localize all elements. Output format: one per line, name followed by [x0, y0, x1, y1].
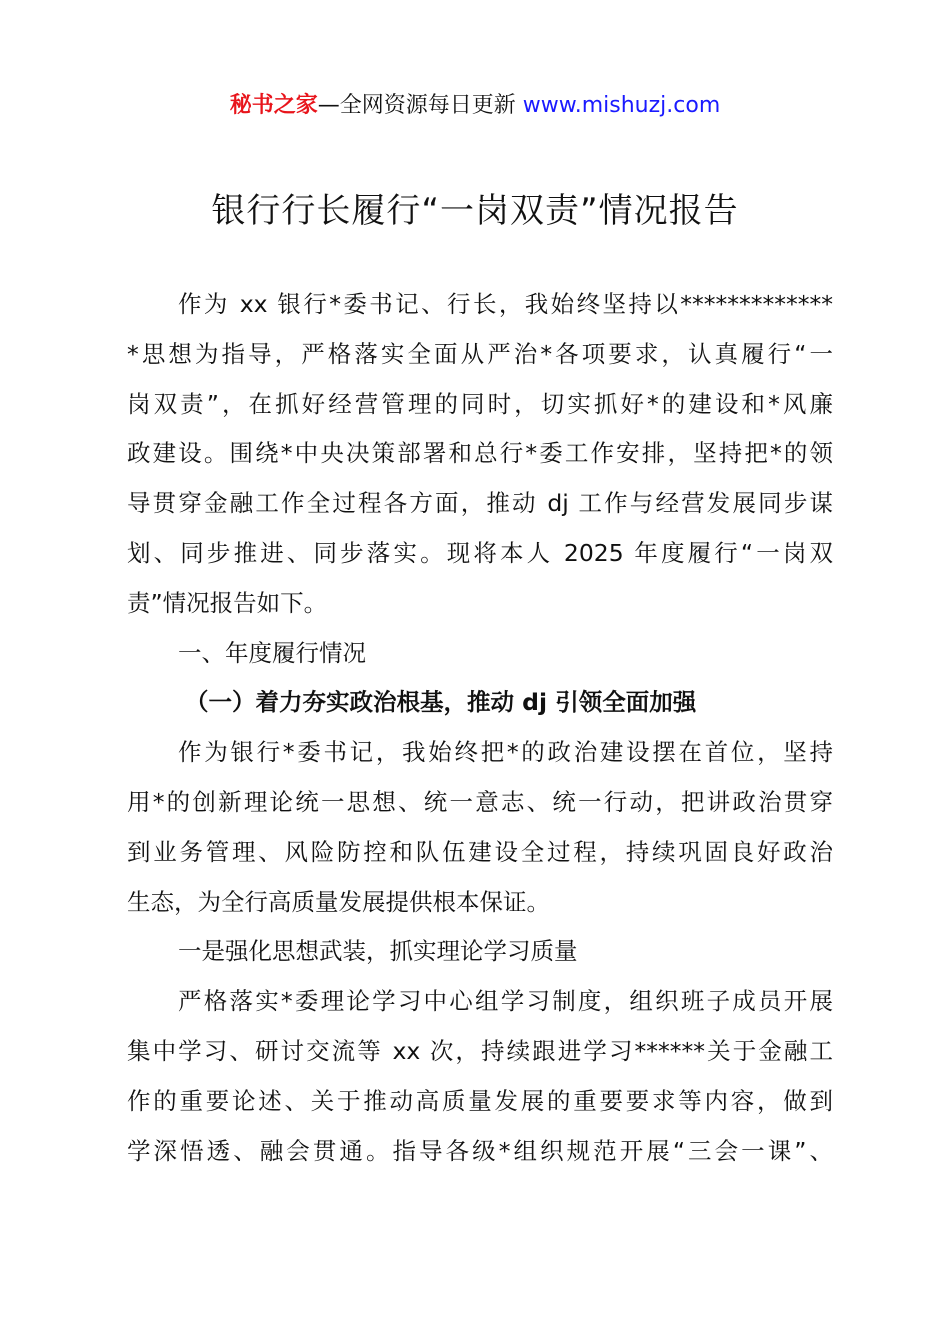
text-line: *思想为指导，严格落实全面从严治*各项要求，认真履行“一: [127, 339, 833, 368]
text-line: 集中学习、研讨交流等 xx 次，持续跟进学习******关于金融工: [127, 1036, 833, 1065]
text-line: 责”情况报告如下。: [127, 588, 328, 617]
text-line: 作的重要论述、关于推动高质量发展的重要要求等内容，做到: [127, 1086, 833, 1115]
point-heading: 一是强化思想武装，抓实理论学习质量: [178, 937, 578, 966]
text-line: 到业务管理、风险防控和队伍建设全过程，持续巩固良好政治: [127, 837, 833, 866]
text-line: 严格落实*委理论学习中心组学习制度，组织班子成员开展: [178, 987, 833, 1016]
subsection-heading: （一）着力夯实政治根基，推动 dj 引领全面加强: [185, 688, 697, 717]
text-line: 作为 xx 银行*委书记、行长，我始终坚持以*************: [178, 290, 833, 318]
section-heading: 一、年度履行情况: [178, 638, 366, 667]
text-line: 用*的创新理论统一思想、统一意志、统一行动，把讲政治贯穿: [127, 787, 833, 816]
text-line: 生态，为全行高质量发展提供根本保证。: [127, 887, 550, 916]
text-line: 作为银行*委书记，我始终把*的政治建设摆在首位，坚持: [178, 738, 833, 767]
document-title: 银行行长履行“一岗双责”情况报告: [211, 191, 739, 231]
banner-tagline: —全网资源每日更新: [317, 93, 523, 118]
text-line: 岗双责”，在抓好经营管理的同时，切实抓好*的建设和*风廉: [127, 389, 833, 418]
text-line: 学深悟透、融会贯通。指导各级*组织规范开展“三会一课”、: [127, 1136, 833, 1165]
text-line: 政建设。围绕*中央决策部署和总行*委工作安排，坚持把*的领: [127, 439, 833, 468]
text-line: 导贯穿金融工作全过程各方面，推动 dj 工作与经营发展同步谋: [127, 489, 833, 518]
brand-name: 秘书之家: [229, 93, 318, 118]
document-body: [127, 286, 833, 1182]
text-line: 划、同步推进、同步落实。现将本人 2025 年度履行“一岗双: [127, 538, 833, 567]
site-banner: [0, 88, 950, 119]
site-url-link[interactable]: www.mishuzj.com: [522, 93, 721, 118]
